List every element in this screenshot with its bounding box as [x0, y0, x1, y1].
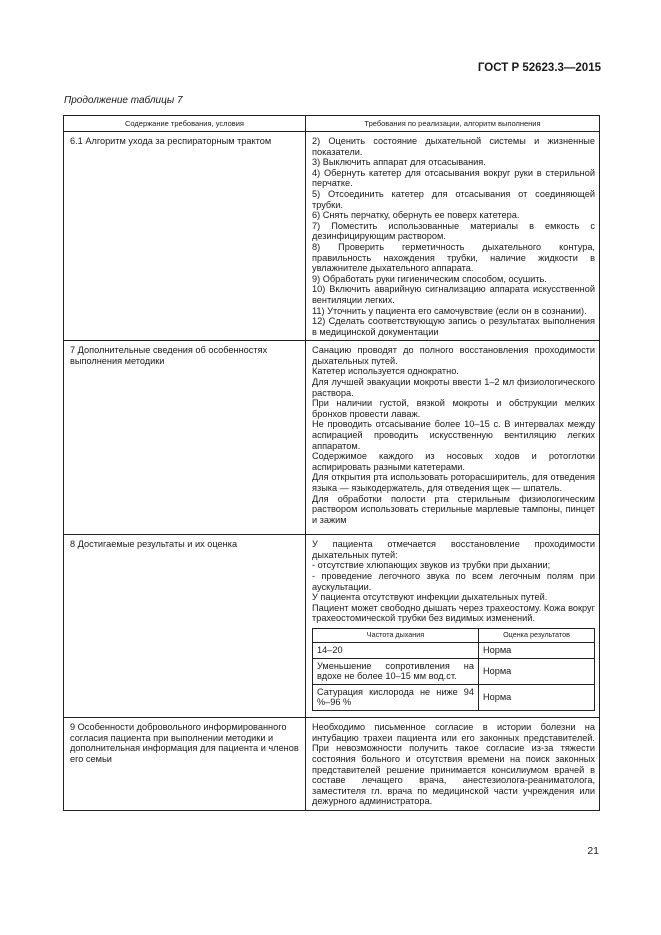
table-row [64, 718, 600, 811]
row-implementation [306, 718, 600, 811]
text-line: У пациента отмечается восстановление проходимости дыхательных путей: [312, 539, 595, 560]
text-line: Не проводить отсасывание более 10–15 с. В интервалах между аспирацией проводить искусственную вентиляцию легких аппаратом. [312, 419, 595, 451]
table-header-row [64, 116, 600, 132]
text-line: 12) Сделать соответствующую запись о результатах выполнения в медицинской документации [312, 316, 595, 337]
row-requirement: 7 Дополнительные сведения об особенностях выполнения методики [64, 341, 306, 535]
inner-cell-result: Норма [479, 658, 595, 684]
inner-cell-result: Норма [479, 684, 595, 710]
text-line: Для открытия рта использовать роторасширитель, для отведения языка — языкодержатель, для отведения щек — шпатель. [312, 472, 595, 493]
text-line: 10) Включить аварийную сигнализацию аппарата искусственной вентиляции легких. [312, 284, 595, 305]
text-line: Необходимо письменное согласие в истории болезни на интубацию трахеи пациента или его законных представителей. При невозможности получить такое согласие из-за тяжести состояния больного и отсутствия времени на поиск законных представителей решение принимается консилиумом врачей в составе лечащего врача, анестезиолога-реаниматолога, заместителя гл. врача по медицинской части учреждения или дежурного администратора. [312, 722, 595, 807]
text-line: 3) Выключить аппарат для отсасывания. [312, 157, 486, 168]
text-line: 6) Снять перчатку, обернуть ее поверх катетера. [312, 210, 520, 221]
inner-cell-indicator: Сатурация кислорода не ниже 94 %–96 % [313, 684, 479, 710]
text-line: У пациента отсутствуют инфекции дыхательных путей. [312, 592, 548, 603]
table-row [64, 341, 600, 535]
text-line: 11) Уточнить у пациента его самочувствие (если он в сознании). [312, 305, 587, 316]
text-line: - отсутствие хлюпающих звуков из трубки при дыхании; [312, 560, 551, 571]
row-implementation [306, 535, 600, 718]
text-line: Катетер используется однократно. [312, 366, 459, 377]
standard-number: ГОСТ Р 52623.3—2015 [477, 62, 601, 74]
text-line: 4) Обернуть катетер для отсасывания вокруг руки в стерильной перчатке. [312, 167, 595, 189]
text-line: Для обработки полости рта стерильным физиологическим раствором использовать стерильные марлевые тампоны, пинцет и зажим [312, 493, 595, 525]
inner-header-row [313, 629, 595, 643]
text-line: Для лучшей эвакуации мокроты ввести 1–2 мл физиологического раствора. [312, 377, 595, 398]
inner-cell-result: Норма [479, 643, 595, 659]
inner-row [313, 658, 595, 684]
row-implementation [306, 132, 600, 341]
row-implementation [306, 341, 600, 535]
text-line: 7) Поместить использованные материалы в емкость с дезинфицирующим раствором. [312, 220, 595, 242]
text-line: Пациент может свободно дышать через трахеостому. Кожа вокруг трахеостомической трубки без видимых изменений. [312, 602, 595, 624]
text-line: При наличии густой, вязкой мокроты и обструкции мелких бронхов провести лаваж. [312, 398, 595, 419]
row-requirement: 6.1 Алгоритм ухода за респираторным трактом [64, 132, 306, 341]
inner-cell-indicator: 14–20 [313, 643, 479, 659]
inner-row [313, 643, 595, 659]
column-header-implementation: Требования по реализации, алгоритм выполнения [306, 116, 600, 132]
requirements-table [63, 115, 600, 811]
table-row [64, 132, 600, 341]
respiration-assessment-table [312, 628, 595, 711]
column-header-requirement: Содержание требования, условия [64, 116, 306, 132]
text-line: 5) Отсоединить катетер для отсасывания от соединяющей трубки. [312, 188, 595, 210]
text-line: - проведение легочного звука по всем легочным полям при аускультации. [312, 571, 595, 592]
inner-header-assessment: Оценка результатов [479, 629, 595, 643]
text-line: 8) Проверить герметичность дыхательного контура, правильность нахождения трубки, наличие жидкости в увлажнителе дыхательного аппарата. [312, 241, 595, 274]
table-row [64, 535, 600, 718]
page-number: 21 [587, 845, 599, 857]
inner-cell-indicator: Уменьшение сопротивления на вдохе не более 10–15 мм вод.ст. [313, 658, 479, 684]
text-line: 2) Оценить состояние дыхательной системы и жизненные показатели. [312, 136, 595, 157]
row-requirement: 9 Особенности добровольного информированного согласия пациента при выполнении методики и дополнительная информация для пациента и членов его семьи [64, 718, 306, 811]
text-line: Санацию проводят до полного восстановления проходимости дыхательных путей. [312, 345, 595, 366]
inner-header-rate: Частота дыхания [313, 629, 479, 643]
table-continuation-caption: Продолжение таблицы 7 [64, 95, 183, 106]
text-line: Содержимое каждого из носовых ходов и ротоглотки аспирировать разными катетерами. [312, 451, 595, 472]
text-line: 9) Обработать руки гигиеническим способом, осушить. [312, 273, 547, 284]
row-requirement: 8 Достигаемые результаты и их оценка [64, 535, 306, 718]
inner-row [313, 684, 595, 710]
